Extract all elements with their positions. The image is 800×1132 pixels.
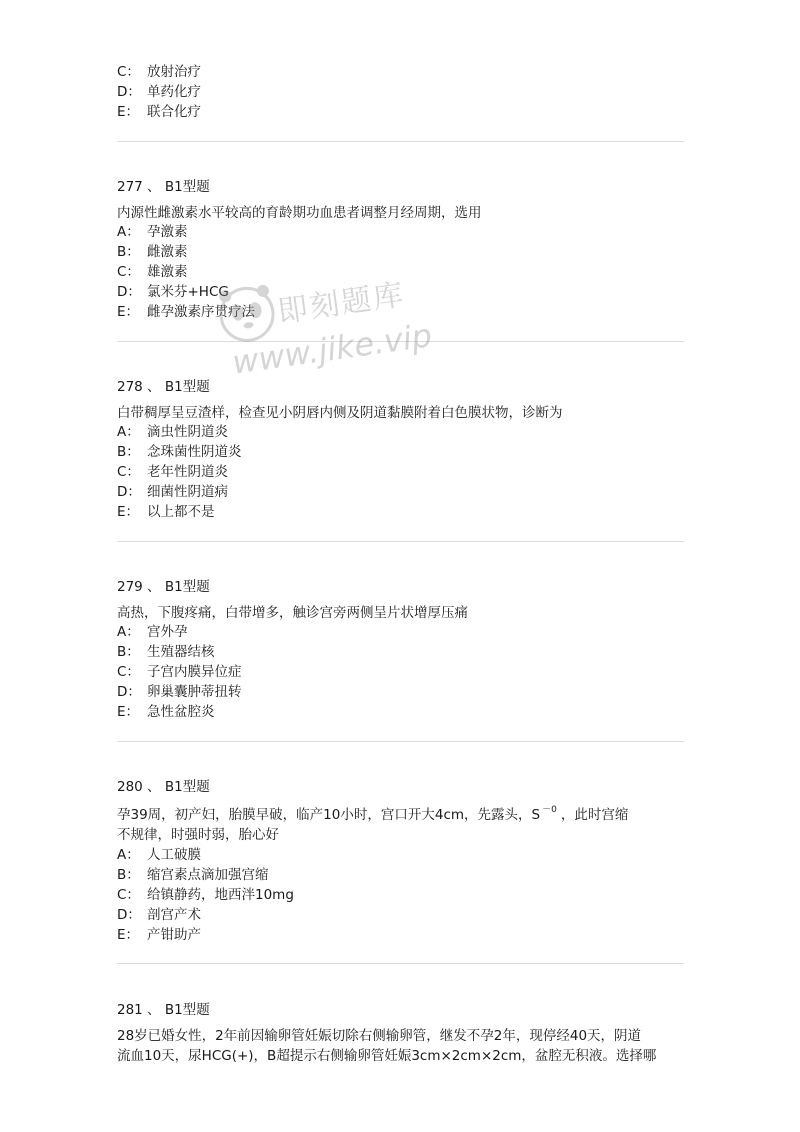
option-letter: E： [117, 927, 140, 943]
option-letter: C： [117, 64, 140, 80]
option-letter: D： [117, 684, 141, 700]
option-text: 以上都不是 [147, 504, 215, 520]
option-text: 细菌性阴道病 [147, 484, 228, 500]
option-letter: E： [117, 704, 140, 720]
question-header: 281 、 B1型题 [117, 1002, 210, 1018]
watermark [212, 259, 435, 397]
question-stem: 高热，下腹疼痛，白带增多，触诊宫旁两侧呈片状增厚压痛 [117, 605, 468, 621]
option-text: 卵巢囊肿蒂扭转 [147, 684, 242, 700]
option-text: 生殖器结核 [147, 644, 215, 660]
option-letter: C： [117, 664, 140, 680]
question-header: 277 、 B1型题 [117, 179, 210, 195]
option-text: 宫外孕 [147, 624, 188, 640]
watermark-brand: 即刻题库 [275, 277, 408, 330]
option-row [117, 482, 228, 502]
option-row [117, 462, 228, 482]
option-text: 念珠菌性阴道炎 [147, 444, 242, 460]
question-header: 278 、 B1型题 [117, 379, 210, 395]
question-stem [117, 805, 628, 827]
question-stem-continued: 不规律，时强时弱，胎心好 [117, 827, 279, 843]
option-letter: C： [117, 264, 140, 280]
option-letter: A： [117, 224, 140, 240]
option-row [117, 642, 215, 662]
question-stem: 内源性雌激素水平较高的育龄期功血患者调整月经周期，选用 [117, 205, 482, 221]
option-text: 产钳助产 [147, 927, 201, 943]
option-row [117, 845, 201, 865]
option-row [117, 102, 201, 122]
option-text: 雌激素 [147, 244, 188, 260]
question-divider [117, 341, 684, 342]
option-text: 氯米芬+HCG [147, 284, 229, 300]
option-text: 单药化疗 [147, 84, 201, 100]
question-divider [117, 963, 684, 964]
option-letter: A： [117, 424, 140, 440]
option-text: 放射治疗 [147, 64, 201, 80]
option-row [117, 442, 242, 462]
option-row [117, 622, 188, 642]
option-text: 老年性阴道炎 [147, 464, 228, 480]
question-stem: 白带稠厚呈豆渣样，检查见小阴唇内侧及阴道黏膜附着白色膜状物，诊断为 [117, 405, 563, 421]
option-letter: B： [117, 867, 140, 883]
option-text: 联合化疗 [147, 104, 201, 120]
option-row [117, 242, 188, 262]
option-row [117, 422, 228, 442]
option-row [117, 282, 229, 302]
option-row [117, 302, 255, 322]
option-text: 剖宫产术 [147, 907, 201, 923]
option-letter: D： [117, 484, 141, 500]
question-divider [117, 141, 684, 142]
option-letter: B： [117, 644, 140, 660]
option-letter: A： [117, 847, 140, 863]
option-text: 急性盆腔炎 [147, 704, 215, 720]
stem-text: 孕39周，初产妇，胎膜早破，临产10小时，宫口开大4cm，先露头，S [117, 807, 541, 823]
watermark-url: www.jike.vip [229, 316, 435, 382]
option-row [117, 905, 201, 925]
option-letter: C： [117, 887, 140, 903]
option-row [117, 702, 215, 722]
option-row [117, 82, 201, 102]
stem-text: ，此时宫缩 [560, 807, 629, 823]
question-divider [117, 541, 684, 542]
option-row [117, 502, 215, 522]
option-row [117, 865, 269, 885]
option-text: 雌孕激素序贯疗法 [147, 304, 255, 320]
option-text: 缩宫素点滴加强宫缩 [147, 867, 269, 883]
option-row [117, 682, 242, 702]
option-letter: D： [117, 84, 141, 100]
option-text: 给镇静药，地西泮10mg [147, 887, 294, 903]
option-letter: C： [117, 464, 140, 480]
option-letter: D： [117, 907, 141, 923]
option-letter: B： [117, 244, 140, 260]
option-text: 滴虫性阴道炎 [147, 424, 228, 440]
option-letter: E： [117, 104, 140, 120]
option-letter: E： [117, 304, 140, 320]
question-header: 280 、 B1型题 [117, 779, 210, 795]
question-stem: 28岁已婚女性，2年前因输卵管妊娠切除右侧输卵管，继发不孕2年，现停经40天，阴道 [117, 1028, 642, 1044]
option-row [117, 262, 188, 282]
option-text: 子宫内膜异位症 [147, 664, 242, 680]
option-letter: D： [117, 284, 141, 300]
option-row [117, 885, 294, 905]
option-row [117, 62, 201, 82]
question-stem-continued: 流血10天，尿HCG(+)，B超提示右侧输卵管妊娠3cm×2cm×2cm，盆腔无积液。选择哪 [117, 1048, 657, 1064]
question-divider [117, 741, 684, 742]
option-row [117, 925, 201, 945]
option-text: 人工破膜 [147, 847, 201, 863]
option-text: 孕激素 [147, 224, 188, 240]
station-superscript: －0 [542, 805, 557, 815]
option-row [117, 662, 242, 682]
option-letter: E： [117, 504, 140, 520]
option-letter: B： [117, 444, 140, 460]
question-header: 279 、 B1型题 [117, 579, 210, 595]
option-text: 雄激素 [147, 264, 188, 280]
option-row [117, 222, 188, 242]
option-letter: A： [117, 624, 140, 640]
